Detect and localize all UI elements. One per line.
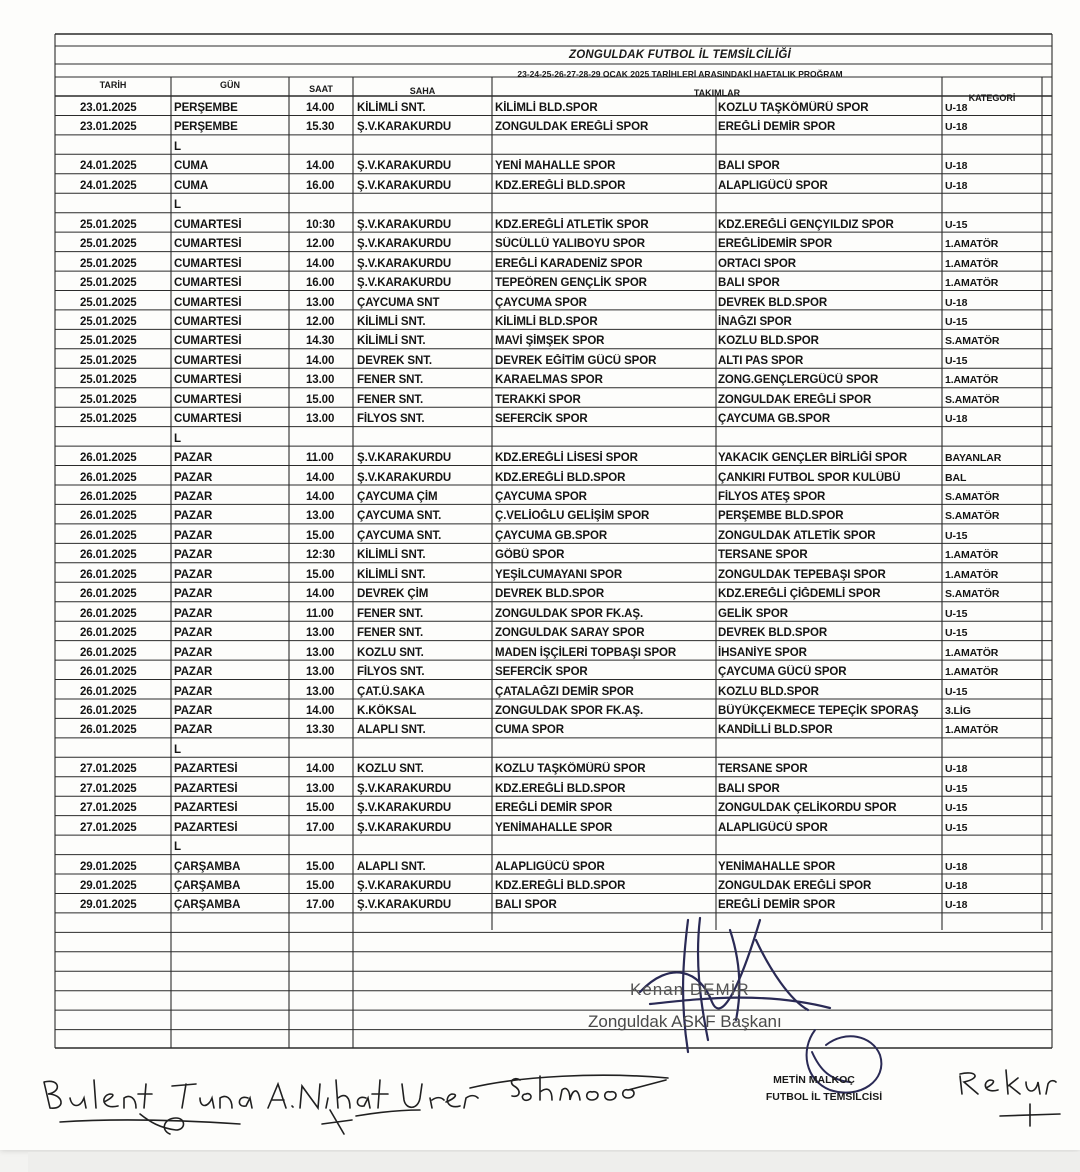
- home-team-cell: MAVİ ŞİMŞEK SPOR: [495, 335, 605, 348]
- home-team-cell: ÇAYCUMA SPOR: [495, 491, 587, 503]
- time-cell: 13.00: [306, 666, 335, 679]
- venue-cell: Ş.V.KARAKURDU: [357, 218, 452, 231]
- home-team-cell: ÇATALAĞZI DEMİR SPOR: [495, 685, 634, 698]
- away-team-cell: KANDİLLİ BLD.SPOR: [718, 724, 833, 737]
- away-team-cell: BALI SPOR: [718, 277, 780, 290]
- venue-cell: Ş.V.KARAKURDU: [357, 160, 452, 173]
- time-cell: 13.00: [306, 646, 335, 659]
- venue-cell: Ş.V.KARAKURDU: [357, 452, 452, 465]
- category-cell: 3.LİG: [945, 704, 971, 717]
- category-cell: U-18: [945, 763, 968, 776]
- day-cell: PAZAR: [174, 529, 213, 542]
- date-cell: 26.01.2025: [80, 549, 137, 562]
- category-cell: 1.AMATÖR: [945, 277, 999, 290]
- day-cell: PAZAR: [174, 491, 213, 503]
- away-team-cell: FİLYOS ATEŞ SPOR: [718, 491, 826, 503]
- category-cell: 1.AMATÖR: [945, 666, 999, 679]
- temsilci-name: METİN MALKOÇ: [773, 1074, 855, 1086]
- category-cell: 1.AMATÖR: [945, 374, 999, 387]
- venue-cell: Ş.V.KARAKURDU: [357, 471, 452, 484]
- away-team-cell: ZONGULDAK TEPEBAŞI SPOR: [718, 568, 886, 581]
- home-team-cell: ZONGULDAK SPOR FK.AŞ.: [495, 607, 644, 620]
- away-team-cell: İNAĞZI SPOR: [718, 315, 792, 328]
- time-cell: 17.00: [306, 821, 335, 834]
- date-cell: 26.01.2025: [80, 529, 137, 542]
- category-cell: U-18: [945, 880, 968, 892]
- category-cell: U-18: [945, 102, 968, 114]
- home-team-cell: ÇAYCUMA GB.SPOR: [495, 529, 608, 542]
- away-team-cell: YAKACIK GENÇLER BİRLİĞİ SPOR: [718, 452, 908, 465]
- category-cell: BAL: [945, 471, 967, 484]
- away-team-cell: İHSANİYE SPOR: [718, 646, 807, 659]
- away-team-cell: KOZLU TAŞKÖMÜRÜ SPOR: [718, 102, 869, 114]
- away-team-cell: KDZ.EREĞLİ ÇİĞDEMLİ SPOR: [718, 588, 881, 601]
- home-team-cell: KDZ.EREĞLİ BLD.SPOR: [495, 179, 626, 192]
- away-team-cell: KOZLU BLD.SPOR: [718, 685, 819, 698]
- date-cell: 26.01.2025: [80, 627, 137, 640]
- date-cell: 25.01.2025: [80, 374, 137, 387]
- venue-cell: FENER SNT.: [357, 374, 424, 387]
- category-cell: U-15: [945, 354, 968, 367]
- day-cell: L: [174, 140, 181, 153]
- date-cell: 26.01.2025: [80, 607, 137, 620]
- venue-cell: ÇAYCUMA SNT.: [357, 510, 442, 523]
- away-team-cell: YENİMAHALLE SPOR: [718, 860, 836, 873]
- home-team-cell: KİLİMLİ BLD.SPOR: [495, 102, 598, 114]
- time-cell: 10:30: [306, 218, 335, 231]
- day-cell: CUMARTESİ: [174, 354, 242, 367]
- away-team-cell: GELİK SPOR: [718, 607, 788, 620]
- category-cell: U-15: [945, 627, 968, 640]
- away-team-cell: DEVREK BLD.SPOR: [718, 627, 828, 640]
- category-cell: U-18: [945, 160, 968, 173]
- venue-cell: KİLİMLİ SNT.: [357, 102, 426, 114]
- venue-cell: ÇAYCUMA SNT: [357, 296, 440, 309]
- day-cell: PAZARTESİ: [174, 763, 238, 776]
- time-cell: 15.00: [306, 529, 335, 542]
- away-team-cell: ZONGULDAK ATLETİK SPOR: [718, 529, 876, 542]
- venue-cell: KİLİMLİ SNT.: [357, 315, 426, 328]
- day-cell: L: [174, 743, 181, 756]
- category-cell: U-15: [945, 685, 968, 698]
- venue-cell: Ş.V.KARAKURDU: [357, 821, 452, 834]
- date-cell: 26.01.2025: [80, 724, 137, 737]
- time-cell: 13.00: [306, 510, 335, 523]
- away-team-cell: BALI SPOR: [718, 160, 780, 173]
- time-cell: 13.00: [306, 782, 335, 795]
- home-team-cell: ZONGULDAK SARAY SPOR: [495, 627, 645, 640]
- category-cell: S.AMATÖR: [945, 588, 1000, 601]
- time-cell: 14.00: [306, 257, 335, 270]
- away-team-cell: EREĞLİDEMİR SPOR: [718, 238, 833, 251]
- day-cell: PAZAR: [174, 510, 213, 523]
- home-team-cell: TERAKKİ SPOR: [495, 393, 581, 406]
- venue-cell: Ş.V.KARAKURDU: [357, 238, 452, 251]
- date-cell: 26.01.2025: [80, 471, 137, 484]
- venue-cell: KİLİMLİ SNT.: [357, 549, 426, 562]
- date-cell: 26.01.2025: [80, 704, 137, 717]
- venue-cell: ÇAYCUMA SNT.: [357, 529, 442, 542]
- away-team-cell: ALAPLIGÜCÜ SPOR: [718, 179, 828, 192]
- date-cell: 27.01.2025: [80, 782, 137, 795]
- venue-cell: ÇAYCUMA ÇİM: [357, 491, 438, 503]
- day-cell: ÇARŞAMBA: [174, 860, 241, 873]
- home-team-cell: CUMA SPOR: [495, 724, 564, 737]
- home-team-cell: Ç.VELİOĞLU GELİŞİM SPOR: [495, 510, 650, 523]
- home-team-cell: KİLİMLİ BLD.SPOR: [495, 315, 598, 328]
- day-cell: CUMARTESİ: [174, 374, 242, 387]
- away-team-cell: ZONGULDAK EREĞLİ SPOR: [718, 880, 872, 892]
- home-team-cell: YENİ MAHALLE SPOR: [495, 160, 616, 173]
- time-cell: 12:30: [306, 549, 335, 562]
- date-cell: 25.01.2025: [80, 277, 137, 290]
- away-team-cell: KOZLU BLD.SPOR: [718, 335, 819, 348]
- date-cell: 29.01.2025: [80, 880, 137, 892]
- bottom-margin: [28, 1152, 1080, 1172]
- category-cell: U-18: [945, 860, 968, 873]
- time-cell: 11.00: [306, 452, 334, 465]
- away-team-cell: BÜYÜKÇEKMECE TEPEÇİK SPORAŞ: [718, 704, 919, 717]
- header-takimlar: TAKIMLAR: [693, 88, 741, 98]
- date-cell: 24.01.2025: [80, 160, 137, 173]
- date-cell: 25.01.2025: [80, 238, 137, 251]
- home-team-cell: YENİMAHALLE SPOR: [495, 821, 613, 834]
- home-team-cell: ZONGULDAK EREĞLİ SPOR: [495, 121, 649, 134]
- date-cell: 24.01.2025: [80, 179, 137, 192]
- venue-cell: FİLYOS SNT.: [357, 666, 425, 679]
- category-cell: 1.AMATÖR: [945, 724, 999, 737]
- venue-cell: KOZLU SNT.: [357, 646, 424, 659]
- header-kategori: KATEGORİ: [968, 93, 1016, 103]
- venue-cell: FENER SNT.: [357, 393, 424, 406]
- time-cell: 12.00: [306, 238, 335, 251]
- date-cell: 26.01.2025: [80, 510, 137, 523]
- category-cell: U-15: [945, 218, 968, 231]
- date-cell: 23.01.2025: [80, 102, 137, 114]
- category-cell: 1.AMATÖR: [945, 646, 999, 659]
- day-cell: CUMARTESİ: [174, 257, 242, 270]
- date-cell: 26.01.2025: [80, 568, 137, 581]
- time-cell: 14.30: [306, 335, 335, 348]
- home-team-cell: DEVREK EĞİTİM GÜCÜ SPOR: [495, 354, 657, 367]
- category-cell: U-15: [945, 607, 968, 620]
- venue-cell: Ş.V.KARAKURDU: [357, 277, 452, 290]
- category-cell: U-15: [945, 529, 968, 542]
- day-cell: PERŞEMBE: [174, 121, 238, 134]
- day-cell: L: [174, 199, 181, 212]
- document-subtitle: 23-24-25-26-27-28-29 OCAK 2025 TARİHLERİ ARASINDAKİ HAFTALIK PROĞRAM: [517, 69, 843, 79]
- time-cell: 14.00: [306, 102, 335, 114]
- away-team-cell: EREĞLİ DEMİR SPOR: [718, 121, 836, 134]
- date-cell: 25.01.2025: [80, 315, 137, 328]
- time-cell: 13.30: [306, 724, 335, 737]
- venue-cell: ÇAT.Ü.SAKA: [357, 685, 425, 698]
- venue-cell: FİLYOS SNT.: [357, 413, 425, 426]
- venue-cell: FENER SNT.: [357, 607, 424, 620]
- home-team-cell: KDZ.EREĞLİ BLD.SPOR: [495, 880, 626, 892]
- date-cell: 26.01.2025: [80, 452, 137, 465]
- day-cell: ÇARŞAMBA: [174, 880, 241, 892]
- category-cell: U-15: [945, 315, 968, 328]
- askf-title: Zonguldak ASKF Başkanı: [588, 1012, 782, 1031]
- date-cell: 29.01.2025: [80, 860, 137, 873]
- header-gun: GÜN: [220, 80, 240, 90]
- askf-name: Kenan DEMİR: [630, 980, 750, 999]
- category-cell: U-15: [945, 802, 968, 815]
- day-cell: PERŞEMBE: [174, 102, 238, 114]
- away-team-cell: ZONGULDAK EREĞLİ SPOR: [718, 393, 872, 406]
- venue-cell: ALAPLI SNT.: [357, 724, 426, 737]
- category-cell: S.AMATÖR: [945, 335, 1000, 348]
- date-cell: 25.01.2025: [80, 413, 137, 426]
- away-team-cell: ÇAYCUMA GB.SPOR: [718, 413, 831, 426]
- home-team-cell: GÖBÜ SPOR: [495, 549, 565, 562]
- day-cell: PAZAR: [174, 685, 213, 698]
- day-cell: PAZAR: [174, 471, 213, 484]
- venue-cell: ALAPLI SNT.: [357, 860, 426, 873]
- date-cell: 25.01.2025: [80, 393, 137, 406]
- time-cell: 14.00: [306, 763, 335, 776]
- time-cell: 13.00: [306, 413, 335, 426]
- date-cell: 26.01.2025: [80, 685, 137, 698]
- category-cell: U-15: [945, 821, 968, 834]
- category-cell: 1.AMATÖR: [945, 257, 999, 270]
- venue-cell: Ş.V.KARAKURDU: [357, 802, 452, 815]
- time-cell: 13.00: [306, 627, 335, 640]
- date-cell: 27.01.2025: [80, 802, 137, 815]
- time-cell: 17.00: [306, 899, 335, 912]
- away-team-cell: ORTACI SPOR: [718, 257, 796, 270]
- time-cell: 15.00: [306, 568, 335, 581]
- date-cell: 23.01.2025: [80, 121, 137, 134]
- day-cell: PAZAR: [174, 607, 213, 620]
- time-cell: 12.00: [306, 315, 335, 328]
- home-team-cell: TEPEÖREN GENÇLİK SPOR: [495, 277, 647, 290]
- day-cell: CUMARTESİ: [174, 413, 242, 426]
- time-cell: 11.00: [306, 607, 334, 620]
- home-team-cell: SÜCÜLLÜ YALIBOYU SPOR: [495, 238, 645, 251]
- category-cell: U-15: [945, 782, 968, 795]
- day-cell: PAZAR: [174, 627, 213, 640]
- home-team-cell: ZONGULDAK SPOR FK.AŞ.: [495, 704, 644, 717]
- away-team-cell: ZONGULDAK ÇELİKORDU SPOR: [718, 802, 897, 815]
- day-cell: CUMARTESİ: [174, 277, 242, 290]
- venue-cell: Ş.V.KARAKURDU: [357, 121, 452, 134]
- category-cell: U-18: [945, 899, 968, 912]
- day-cell: PAZAR: [174, 568, 213, 581]
- home-team-cell: ÇAYCUMA SPOR: [495, 296, 587, 309]
- home-team-cell: KDZ.EREĞLİ LİSESİ SPOR: [495, 452, 638, 465]
- date-cell: 25.01.2025: [80, 335, 137, 348]
- home-team-cell: KDZ.EREĞLİ BLD.SPOR: [495, 471, 626, 484]
- category-cell: U-18: [945, 121, 968, 134]
- home-team-cell: ALAPLIGÜCÜ SPOR: [495, 860, 605, 873]
- away-team-cell: ZONG.GENÇLERGÜCÜ SPOR: [718, 374, 879, 387]
- time-cell: 14.00: [306, 160, 335, 173]
- date-cell: 27.01.2025: [80, 821, 137, 834]
- time-cell: 14.00: [306, 704, 335, 717]
- category-cell: S.AMATÖR: [945, 393, 1000, 406]
- time-cell: 14.00: [306, 354, 335, 367]
- time-cell: 15.00: [306, 880, 335, 892]
- time-cell: 13.00: [306, 374, 335, 387]
- day-cell: PAZAR: [174, 704, 213, 717]
- venue-cell: Ş.V.KARAKURDU: [357, 880, 452, 892]
- category-cell: U-18: [945, 179, 968, 192]
- time-cell: 15.00: [306, 860, 335, 873]
- time-cell: 15.30: [306, 121, 335, 134]
- time-cell: 16.00: [306, 277, 335, 290]
- venue-cell: K.KÖKSAL: [357, 704, 417, 717]
- away-team-cell: PERŞEMBE BLD.SPOR: [718, 510, 844, 523]
- home-team-cell: KDZ.EREĞLİ BLD.SPOR: [495, 782, 626, 795]
- home-team-cell: EREĞLİ KARADENİZ SPOR: [495, 257, 643, 270]
- day-cell: CUMARTESİ: [174, 335, 242, 348]
- header-tarih: TARİH: [99, 80, 127, 90]
- venue-cell: Ş.V.KARAKURDU: [357, 782, 452, 795]
- venue-cell: DEVREK SNT.: [357, 354, 432, 367]
- home-team-cell: BALI SPOR: [495, 899, 557, 912]
- venue-cell: DEVREK ÇİM: [357, 588, 429, 601]
- day-cell: PAZARTESİ: [174, 821, 238, 834]
- away-team-cell: DEVREK BLD.SPOR: [718, 296, 828, 309]
- category-cell: BAYANLAR: [945, 452, 1002, 465]
- day-cell: PAZARTESİ: [174, 782, 238, 795]
- away-team-cell: TERSANE SPOR: [718, 763, 808, 776]
- away-team-cell: ÇANKIRI FUTBOL SPOR KULÜBÜ: [718, 471, 901, 484]
- temsilci-title: FUTBOL İL TEMSİLCİSİ: [765, 1091, 883, 1103]
- day-cell: CUMARTESİ: [174, 218, 242, 231]
- date-cell: 26.01.2025: [80, 666, 137, 679]
- away-team-cell: EREĞLİ DEMİR SPOR: [718, 899, 836, 912]
- away-team-cell: TERSANE SPOR: [718, 549, 808, 562]
- day-cell: ÇARŞAMBA: [174, 899, 241, 912]
- away-team-cell: ALTI PAS SPOR: [718, 354, 804, 367]
- venue-cell: FENER SNT.: [357, 627, 424, 640]
- category-cell: 1.AMATÖR: [945, 238, 999, 251]
- day-cell: L: [174, 432, 181, 445]
- venue-cell: Ş.V.KARAKURDU: [357, 257, 452, 270]
- document-title: ZONGULDAK FUTBOL İL TEMSİLCİLİĞİ: [569, 49, 791, 61]
- date-cell: 25.01.2025: [80, 218, 137, 231]
- away-team-cell: ÇAYCUMA GÜCÜ SPOR: [718, 666, 847, 679]
- day-cell: PAZAR: [174, 724, 213, 737]
- date-cell: 26.01.2025: [80, 646, 137, 659]
- home-team-cell: YEŞİLCUMAYANI SPOR: [495, 568, 623, 581]
- home-team-cell: EREĞLİ DEMİR SPOR: [495, 802, 613, 815]
- time-cell: 13.00: [306, 685, 335, 698]
- date-cell: 26.01.2025: [80, 491, 137, 503]
- header-saat: SAAT: [309, 84, 333, 94]
- date-cell: 25.01.2025: [80, 257, 137, 270]
- day-cell: PAZAR: [174, 666, 213, 679]
- day-cell: CUMARTESİ: [174, 393, 242, 406]
- home-team-cell: DEVREK BLD.SPOR: [495, 588, 605, 601]
- day-cell: CUMARTESİ: [174, 238, 242, 251]
- time-cell: 14.00: [306, 471, 335, 484]
- category-cell: S.AMATÖR: [945, 491, 1000, 503]
- date-cell: 25.01.2025: [80, 296, 137, 309]
- venue-cell: KİLİMLİ SNT.: [357, 568, 426, 581]
- day-cell: CUMARTESİ: [174, 296, 242, 309]
- day-cell: PAZAR: [174, 452, 213, 465]
- home-team-cell: KDZ.EREĞLİ ATLETİK SPOR: [495, 218, 649, 231]
- venue-cell: KİLİMLİ SNT.: [357, 335, 426, 348]
- venue-cell: Ş.V.KARAKURDU: [357, 179, 452, 192]
- category-cell: U-18: [945, 296, 968, 309]
- date-cell: 29.01.2025: [80, 899, 137, 912]
- time-cell: 15.00: [306, 393, 335, 406]
- date-cell: 27.01.2025: [80, 763, 137, 776]
- venue-cell: KOZLU SNT.: [357, 763, 424, 776]
- header-saha: SAHA: [409, 86, 436, 96]
- day-cell: L: [174, 841, 181, 854]
- venue-cell: Ş.V.KARAKURDU: [357, 899, 452, 912]
- day-cell: CUMA: [174, 179, 209, 192]
- time-cell: 13.00: [306, 296, 335, 309]
- date-cell: 25.01.2025: [80, 354, 137, 367]
- day-cell: CUMA: [174, 160, 209, 173]
- home-team-cell: SEFERCİK SPOR: [495, 666, 588, 679]
- home-team-cell: SEFERCİK SPOR: [495, 413, 588, 426]
- home-team-cell: MADEN İŞÇİLERİ TOPBAŞI SPOR: [495, 646, 677, 659]
- day-cell: PAZARTESİ: [174, 802, 238, 815]
- category-cell: U-18: [945, 413, 968, 426]
- category-cell: S.AMATÖR: [945, 510, 1000, 523]
- time-cell: 14.00: [306, 588, 335, 601]
- time-cell: 15.00: [306, 802, 335, 815]
- day-cell: PAZAR: [174, 646, 213, 659]
- away-team-cell: KDZ.EREĞLİ GENÇYILDIZ SPOR: [718, 218, 894, 231]
- home-team-cell: KOZLU TAŞKÖMÜRÜ SPOR: [495, 763, 646, 776]
- away-team-cell: ALAPLIGÜCÜ SPOR: [718, 821, 828, 834]
- category-cell: 1.AMATÖR: [945, 568, 999, 581]
- home-team-cell: KARAELMAS SPOR: [495, 374, 603, 387]
- time-cell: 14.00: [306, 491, 335, 503]
- away-team-cell: BALI SPOR: [718, 782, 780, 795]
- day-cell: PAZAR: [174, 588, 213, 601]
- day-cell: CUMARTESİ: [174, 315, 242, 328]
- category-cell: 1.AMATÖR: [945, 549, 999, 562]
- date-cell: 26.01.2025: [80, 588, 137, 601]
- time-cell: 16.00: [306, 179, 335, 192]
- day-cell: PAZAR: [174, 549, 213, 562]
